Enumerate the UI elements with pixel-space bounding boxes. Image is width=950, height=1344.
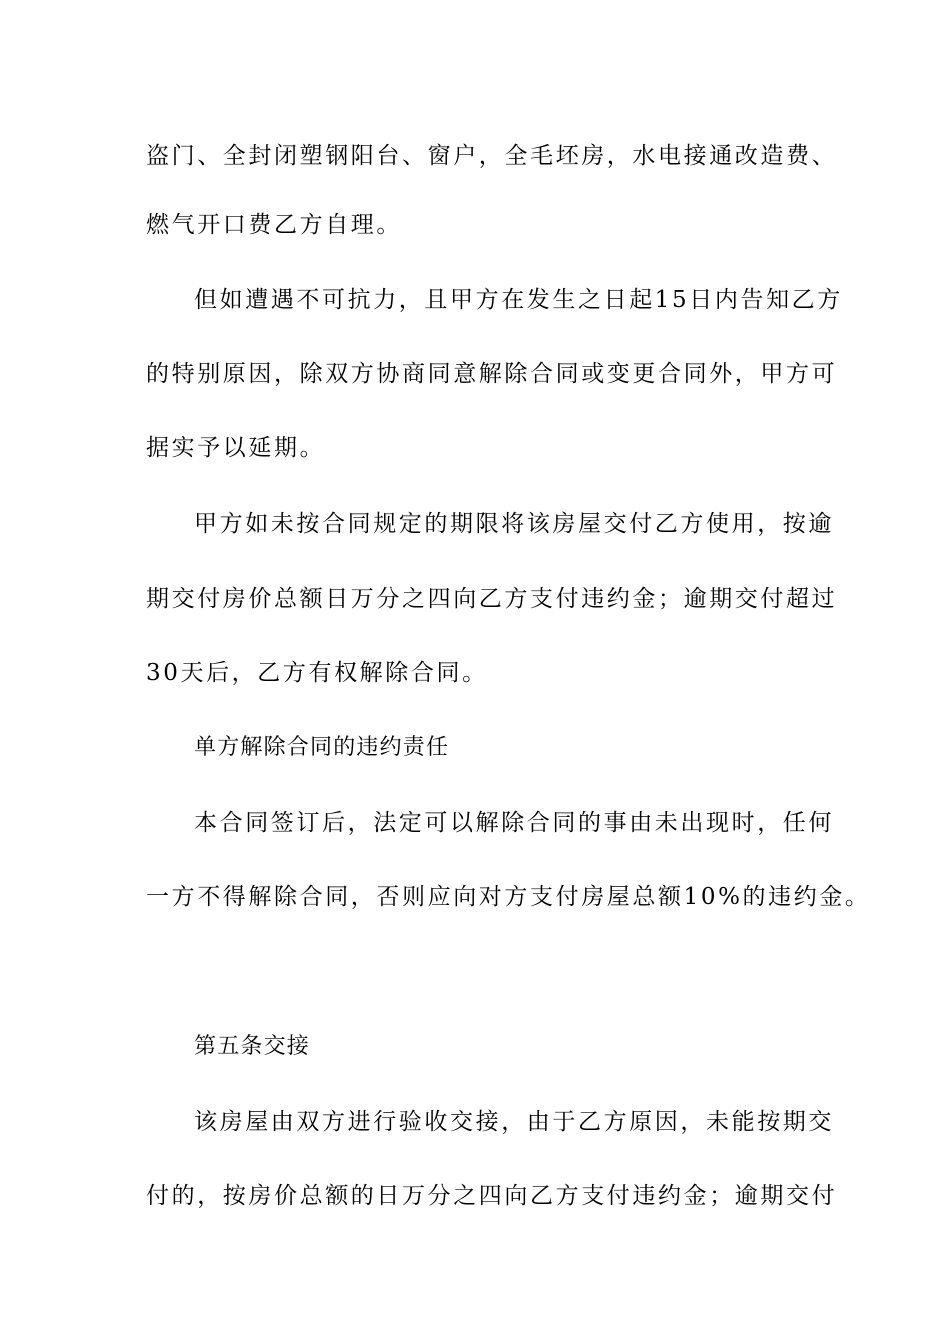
paragraph-2-line-2: 的特别原因，除双方协商同意解除合同或变更合同外，甲方可 (146, 361, 838, 387)
paragraph-1-line-2: 燃气开口费乙方自理。 (146, 212, 402, 238)
paragraph-1-line-1: 盗门、全封闭塑钢阳台、窗户，全毛坯房，水电接通改造费、 (146, 143, 838, 169)
paragraph-4-line-2: 一方不得解除合同，否则应向对方支付房屋总额10%的违约金。 (146, 884, 871, 910)
paragraph-4-line-1: 本合同签订后，法定可以解除合同的事由未出现时，任何 (194, 810, 834, 836)
paragraph-3-line-1: 甲方如未按合同规定的期限将该房屋交付乙方使用，按逾 (194, 511, 834, 537)
paragraph-3-line-2: 期交付房价总额日万分之四向乙方支付违约金；逾期交付超过 (146, 586, 838, 612)
section-heading-handover: 第五条交接 (194, 1034, 311, 1059)
paragraph-5-line-2: 付的，按房价总额的日万分之四向乙方支付违约金；逾期交付 (146, 1183, 838, 1209)
paragraph-2-line-1: 但如遭遇不可抗力，且甲方在发生之日起15日内告知乙方 (194, 287, 843, 313)
section-heading-breach: 单方解除合同的违约责任 (194, 735, 450, 760)
paragraph-5-line-1: 该房屋由双方进行验收交接，由于乙方原因，未能按期交 (194, 1109, 834, 1135)
paragraph-3-line-3: 30天后，乙方有权解除合同。 (146, 660, 488, 686)
paragraph-2-line-3: 据实予以延期。 (146, 435, 326, 461)
